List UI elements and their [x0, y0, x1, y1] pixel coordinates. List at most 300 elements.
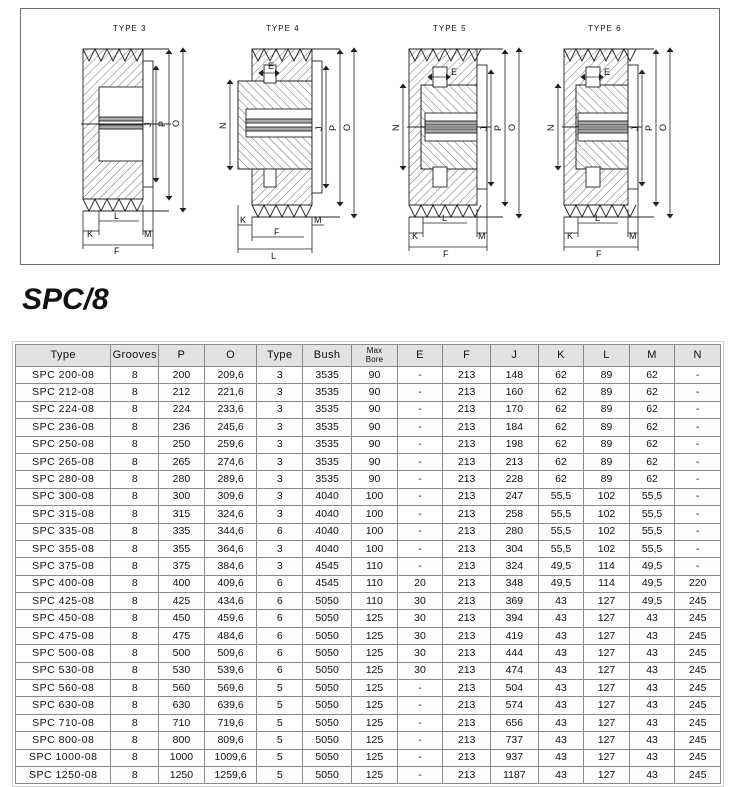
table-cell: 630: [159, 697, 205, 714]
table-cell: 30: [397, 662, 443, 679]
table-cell: 213: [443, 506, 491, 523]
table-row: [16, 680, 721, 697]
cell-type-name: SPC 630-08: [16, 697, 111, 714]
table-cell: 245: [675, 697, 721, 714]
table-cell: 198: [490, 436, 538, 453]
table-row: [16, 697, 721, 714]
table-cell: 90: [352, 401, 398, 418]
table-cell: 114: [584, 575, 630, 592]
table-cell: 245: [675, 749, 721, 766]
table-cell: 504: [490, 680, 538, 697]
dim-label-j: J: [479, 126, 489, 131]
table-cell: 213: [443, 575, 491, 592]
table-cell: 90: [352, 453, 398, 470]
table-cell: 110: [352, 593, 398, 610]
table-cell: -: [397, 488, 443, 505]
table-cell: 127: [584, 680, 630, 697]
dim-label-n: N: [391, 124, 401, 131]
table-cell: 100: [352, 506, 398, 523]
table-cell: 530: [159, 662, 205, 679]
table-cell: -: [397, 367, 443, 384]
table-cell: 280: [490, 523, 538, 540]
figure-type-4: [216, 9, 391, 264]
table-row: [16, 488, 721, 505]
column-header-f: F: [443, 345, 491, 367]
table-cell: 5050: [303, 610, 352, 627]
table-cell: 213: [443, 558, 491, 575]
table-row: [16, 575, 721, 592]
table-cell: -: [675, 436, 721, 453]
table-cell: 309,6: [204, 488, 257, 505]
table-row: [16, 453, 721, 470]
table-cell: 100: [352, 523, 398, 540]
table-cell: -: [397, 680, 443, 697]
table-cell: 213: [443, 523, 491, 540]
table-cell: 43: [538, 766, 584, 783]
cell-type-name: SPC 236-08: [16, 419, 111, 436]
table-cell: 245: [675, 680, 721, 697]
table-cell: 43: [538, 749, 584, 766]
cell-type-name: SPC 1000-08: [16, 749, 111, 766]
table-cell: 62: [538, 453, 584, 470]
dim-label-k: K: [240, 215, 247, 225]
table-cell: -: [675, 384, 721, 401]
table-cell: 344,6: [204, 523, 257, 540]
table-cell: 245: [675, 766, 721, 783]
table-cell: 8: [111, 367, 159, 384]
table-cell: -: [397, 558, 443, 575]
table-cell: 8: [111, 453, 159, 470]
table-cell: 8: [111, 610, 159, 627]
cell-type-name: SPC 355-08: [16, 540, 111, 557]
table-cell: 3: [257, 384, 303, 401]
table-cell: 213: [443, 732, 491, 749]
table-cell: 304: [490, 540, 538, 557]
table-cell: -: [675, 453, 721, 470]
table-cell: 335: [159, 523, 205, 540]
table-cell: 5: [257, 714, 303, 731]
table-cell: 90: [352, 471, 398, 488]
table-cell: 1250: [159, 766, 205, 783]
table-cell: 8: [111, 540, 159, 557]
figure-type-5: [381, 9, 556, 264]
table-cell: 213: [443, 610, 491, 627]
dim-label-j: J: [143, 122, 153, 127]
table-cell: 5050: [303, 697, 352, 714]
table-cell: 110: [352, 575, 398, 592]
table-cell: -: [397, 732, 443, 749]
column-header-j: J: [490, 345, 538, 367]
table-cell: 89: [584, 401, 630, 418]
table-cell: -: [397, 506, 443, 523]
table-cell: 5050: [303, 749, 352, 766]
figure-type-6: [536, 9, 711, 264]
table-cell: 90: [352, 419, 398, 436]
dim-label-m: M: [629, 231, 637, 241]
dim-label-m: M: [314, 215, 322, 225]
table-header-row: [16, 345, 721, 367]
table-cell: 62: [538, 436, 584, 453]
table-cell: 3: [257, 558, 303, 575]
table-cell: 62: [629, 419, 675, 436]
table-cell: 89: [584, 453, 630, 470]
table-cell: 6: [257, 575, 303, 592]
table-cell: 213: [443, 645, 491, 662]
cell-type-name: SPC 224-08: [16, 401, 111, 418]
table-cell: 209,6: [204, 367, 257, 384]
table-cell: 245: [675, 662, 721, 679]
table-cell: 8: [111, 627, 159, 644]
table-cell: 5: [257, 749, 303, 766]
type-5-drawing: [381, 9, 556, 266]
table-cell: 89: [584, 471, 630, 488]
table-cell: 213: [443, 471, 491, 488]
table-cell: 212: [159, 384, 205, 401]
table-cell: 110: [352, 558, 398, 575]
table-cell: 43: [629, 749, 675, 766]
table-cell: 62: [538, 384, 584, 401]
dim-label-j: J: [314, 126, 324, 131]
table-cell: 213: [443, 627, 491, 644]
table-cell: -: [397, 471, 443, 488]
cell-type-name: SPC 250-08: [16, 436, 111, 453]
table-cell: 3535: [303, 436, 352, 453]
cell-type-name: SPC 280-08: [16, 471, 111, 488]
table-cell: 245: [675, 593, 721, 610]
table-cell: 425: [159, 593, 205, 610]
cell-type-name: SPC 265-08: [16, 453, 111, 470]
table-cell: 49,5: [629, 575, 675, 592]
dim-label-p: P: [644, 124, 654, 131]
table-cell: 20: [397, 575, 443, 592]
table-cell: 8: [111, 488, 159, 505]
table-cell: 364,6: [204, 540, 257, 557]
table-cell: 4545: [303, 558, 352, 575]
table-cell: 160: [490, 384, 538, 401]
table-cell: 127: [584, 627, 630, 644]
table-cell: 5: [257, 732, 303, 749]
cell-type-name: SPC 1250-08: [16, 766, 111, 783]
table-cell: 5050: [303, 593, 352, 610]
table-cell: -: [675, 540, 721, 557]
table-cell: 3: [257, 401, 303, 418]
dim-label-e: E: [451, 67, 458, 77]
spec-table-body: [16, 367, 721, 784]
table-cell: 3535: [303, 453, 352, 470]
table-cell: 245: [675, 645, 721, 662]
table-cell: 3535: [303, 471, 352, 488]
table-cell: 125: [352, 697, 398, 714]
table-cell: 245: [675, 732, 721, 749]
table-cell: 259,6: [204, 436, 257, 453]
table-cell: 125: [352, 610, 398, 627]
table-cell: 127: [584, 662, 630, 679]
table-cell: 236: [159, 419, 205, 436]
table-row: [16, 384, 721, 401]
figure-label-type-4: TYPE 4: [266, 24, 300, 33]
table-cell: 125: [352, 662, 398, 679]
table-cell: 213: [443, 367, 491, 384]
table-cell: 3: [257, 540, 303, 557]
table-cell: 5050: [303, 662, 352, 679]
cell-type-name: SPC 500-08: [16, 645, 111, 662]
table-cell: 90: [352, 436, 398, 453]
table-cell: 4040: [303, 523, 352, 540]
table-cell: 800: [159, 732, 205, 749]
figure-type-3: [51, 9, 226, 264]
type-3-drawing: [51, 9, 226, 266]
table-cell: 809,6: [204, 732, 257, 749]
table-row: [16, 523, 721, 540]
table-cell: 213: [443, 680, 491, 697]
dim-label-o: O: [171, 119, 181, 127]
table-cell: 8: [111, 680, 159, 697]
table-row: [16, 766, 721, 783]
table-cell: 245: [675, 610, 721, 627]
table-cell: 89: [584, 436, 630, 453]
table-cell: 8: [111, 749, 159, 766]
column-header-grooves: Grooves: [111, 345, 159, 367]
table-cell: -: [397, 453, 443, 470]
table-cell: 459,6: [204, 610, 257, 627]
table-cell: 213: [443, 436, 491, 453]
page-title: SPC/8: [22, 283, 109, 316]
table-cell: 43: [629, 714, 675, 731]
table-cell: 49,5: [629, 558, 675, 575]
table-cell: 5050: [303, 627, 352, 644]
table-cell: 3: [257, 436, 303, 453]
table-cell: 102: [584, 506, 630, 523]
table-cell: 62: [629, 367, 675, 384]
table-cell: 114: [584, 558, 630, 575]
table-row: [16, 558, 721, 575]
table-cell: 3: [257, 506, 303, 523]
dim-label-f: F: [443, 249, 449, 259]
max-bore-line-2: Bore: [365, 354, 384, 364]
column-header-e: E: [397, 345, 443, 367]
table-cell: 90: [352, 367, 398, 384]
table-cell: -: [675, 558, 721, 575]
table-cell: 474: [490, 662, 538, 679]
table-cell: 3: [257, 367, 303, 384]
table-cell: 43: [629, 645, 675, 662]
dim-label-k: K: [87, 229, 94, 239]
table-row: [16, 506, 721, 523]
table-cell: 348: [490, 575, 538, 592]
table-cell: -: [397, 523, 443, 540]
table-cell: 355: [159, 540, 205, 557]
table-cell: 148: [490, 367, 538, 384]
table-cell: 560: [159, 680, 205, 697]
dim-label-l: L: [271, 251, 277, 261]
table-row: [16, 714, 721, 731]
table-cell: 127: [584, 610, 630, 627]
figure-label-type-6: TYPE 6: [588, 24, 622, 33]
table-cell: 55,5: [629, 488, 675, 505]
table-cell: 127: [584, 732, 630, 749]
table-cell: 569,6: [204, 680, 257, 697]
table-cell: 55,5: [538, 488, 584, 505]
table-cell: 245: [675, 714, 721, 731]
table-cell: 213: [443, 488, 491, 505]
table-cell: 89: [584, 384, 630, 401]
table-row: [16, 471, 721, 488]
dim-label-o: O: [658, 123, 668, 131]
table-cell: 30: [397, 610, 443, 627]
table-cell: 213: [443, 384, 491, 401]
table-cell: 710: [159, 714, 205, 731]
table-cell: 539,6: [204, 662, 257, 679]
table-cell: -: [675, 367, 721, 384]
table-cell: 49,5: [629, 593, 675, 610]
table-cell: 43: [629, 766, 675, 783]
table-cell: 8: [111, 645, 159, 662]
table-row: [16, 627, 721, 644]
cell-type-name: SPC 530-08: [16, 662, 111, 679]
table-cell: 8: [111, 766, 159, 783]
table-cell: 250: [159, 436, 205, 453]
table-cell: 3: [257, 419, 303, 436]
table-cell: 200: [159, 367, 205, 384]
table-cell: 43: [538, 610, 584, 627]
table-cell: -: [397, 419, 443, 436]
column-header-type-name: Type: [16, 345, 111, 367]
dim-label-l: L: [114, 211, 120, 221]
cell-type-name: SPC 315-08: [16, 506, 111, 523]
figure-label-type-3: TYPE 3: [113, 24, 147, 33]
table-cell: 475: [159, 627, 205, 644]
table-cell: 62: [629, 384, 675, 401]
table-cell: -: [397, 766, 443, 783]
dim-label-f: F: [114, 246, 120, 256]
table-cell: 6: [257, 645, 303, 662]
table-cell: 49,5: [538, 575, 584, 592]
dim-label-n: N: [218, 122, 228, 129]
table-cell: 43: [629, 697, 675, 714]
table-cell: 43: [538, 714, 584, 731]
table-cell: -: [397, 697, 443, 714]
table-cell: 300: [159, 488, 205, 505]
table-cell: 233,6: [204, 401, 257, 418]
table-cell: 62: [629, 401, 675, 418]
table-cell: 228: [490, 471, 538, 488]
table-cell: 62: [538, 401, 584, 418]
table-cell: 89: [584, 367, 630, 384]
dim-label-o: O: [342, 123, 352, 131]
table-cell: 3535: [303, 401, 352, 418]
table-cell: 127: [584, 749, 630, 766]
table-cell: -: [397, 749, 443, 766]
table-cell: 102: [584, 523, 630, 540]
table-cell: 5050: [303, 766, 352, 783]
table-cell: 5: [257, 697, 303, 714]
table-cell: 90: [352, 384, 398, 401]
dim-label-k: K: [567, 231, 574, 241]
dim-label-l: L: [595, 213, 601, 223]
table-cell: 3: [257, 453, 303, 470]
table-cell: 43: [538, 662, 584, 679]
column-header-bush: Bush: [303, 345, 352, 367]
table-cell: 3535: [303, 367, 352, 384]
table-cell: 43: [629, 732, 675, 749]
table-cell: 265: [159, 453, 205, 470]
table-cell: 62: [538, 367, 584, 384]
dim-label-e: E: [268, 61, 275, 71]
table-cell: 315: [159, 506, 205, 523]
table-cell: 43: [538, 593, 584, 610]
table-cell: 4040: [303, 540, 352, 557]
table-cell: 43: [629, 610, 675, 627]
table-cell: 5: [257, 766, 303, 783]
table-cell: 125: [352, 680, 398, 697]
table-row: [16, 732, 721, 749]
cell-type-name: SPC 200-08: [16, 367, 111, 384]
table-cell: 55,5: [629, 540, 675, 557]
table-cell: 127: [584, 645, 630, 662]
table-cell: 509,6: [204, 645, 257, 662]
dim-label-p: P: [328, 124, 338, 131]
table-cell: 125: [352, 749, 398, 766]
table-cell: 100: [352, 540, 398, 557]
table-cell: 8: [111, 384, 159, 401]
table-cell: 8: [111, 662, 159, 679]
table-cell: 1009,6: [204, 749, 257, 766]
column-header-k: K: [538, 345, 584, 367]
table-cell: 4545: [303, 575, 352, 592]
column-header-type: Type: [257, 345, 303, 367]
table-cell: 3535: [303, 384, 352, 401]
table-cell: 125: [352, 645, 398, 662]
table-cell: 1187: [490, 766, 538, 783]
table-row: [16, 367, 721, 384]
cell-type-name: SPC 212-08: [16, 384, 111, 401]
table-cell: 937: [490, 749, 538, 766]
table-cell: 3535: [303, 419, 352, 436]
column-header-l: L: [584, 345, 630, 367]
cell-type-name: SPC 560-08: [16, 680, 111, 697]
dim-label-e: E: [604, 67, 611, 77]
table-cell: 62: [629, 453, 675, 470]
table-cell: 4040: [303, 488, 352, 505]
cell-type-name: SPC 400-08: [16, 575, 111, 592]
table-cell: 213: [443, 401, 491, 418]
dim-label-n: N: [546, 124, 556, 131]
table-cell: 30: [397, 627, 443, 644]
table-cell: 55,5: [629, 523, 675, 540]
table-cell: 8: [111, 575, 159, 592]
table-cell: 8: [111, 471, 159, 488]
table-cell: 102: [584, 488, 630, 505]
table-cell: 719,6: [204, 714, 257, 731]
table-cell: 280: [159, 471, 205, 488]
table-cell: 3: [257, 471, 303, 488]
figure-label-type-5: TYPE 5: [433, 24, 467, 33]
table-cell: 55,5: [538, 506, 584, 523]
table-cell: 737: [490, 732, 538, 749]
table-cell: 170: [490, 401, 538, 418]
table-row: [16, 540, 721, 557]
table-cell: 213: [443, 593, 491, 610]
table-cell: 102: [584, 540, 630, 557]
dim-label-p: P: [493, 124, 503, 131]
table-cell: 375: [159, 558, 205, 575]
type-4-drawing: [216, 9, 391, 266]
cell-type-name: SPC 300-08: [16, 488, 111, 505]
table-cell: 213: [490, 453, 538, 470]
table-cell: 574: [490, 697, 538, 714]
table-cell: 400: [159, 575, 205, 592]
table-cell: 409,6: [204, 575, 257, 592]
